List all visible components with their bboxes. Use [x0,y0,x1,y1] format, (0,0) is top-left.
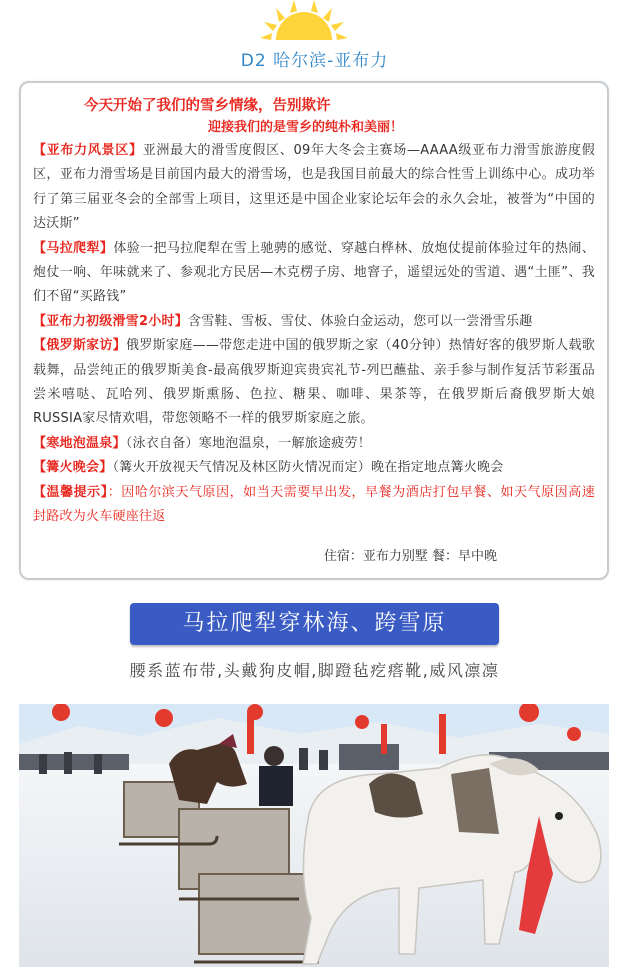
item-tag: 【篝火晚会】 [33,460,113,476]
card-heading-primary: 今天开始了我们的雪乡情缘，告别欺许 [84,98,331,114]
item-text: （泳衣自备）寒地泡温泉，一解旅途疲劳！ [125,435,372,451]
item-tag: 【俄罗斯家访】 [33,338,127,354]
item-tag: 【亚布力风景区】 [33,143,143,158]
section-subtitle: 腰系蓝布带,头戴狗皮帽,脚蹬毡疙瘩靴,威风凛凛 [129,661,500,680]
accommodation-meals: 住宿：亚布力别墅 餐：早中晚 [323,549,497,564]
day-title: D2 哈尔滨-亚布力 [240,51,389,71]
itinerary-item [33,139,595,237]
item-text: 体验一把马拉爬犁在雪上驰骋的感觉、穿越白桦林、放炮仗提前体验过年的热闹、炮仗一响、年味就来了、参观北方民居—木克楞子房、地窨子，遥望远处的雪道、遇“土匪”、我们不留“买路钱” [33,240,595,305]
itinerary-tip [33,481,595,530]
itinerary-item [33,310,595,334]
itinerary-item [33,334,595,432]
itinerary-card [19,81,609,580]
card-heading-secondary: 迎接我们的是雪乡的纯朴和美丽！ [208,120,404,135]
item-tag: 【亚布力初级滑雪2小时】 [33,313,189,329]
item-tag: 【寒地泡温泉】 [33,435,126,451]
item-text: 含雪鞋、雪板、雪仗、体验白金运动，您可以一尝滑雪乐趣 [188,313,533,329]
item-tag: 【温馨提示】 [33,484,108,500]
item-tag: 【马拉爬犁】 [33,240,114,256]
item-text: 俄罗斯家庭——带您走进中国的俄罗斯之家（40分钟）热情好客的俄罗斯人载歌载舞，品尝纯正的俄罗斯美食-最高俄罗斯迎宾贵宾礼节-列巴蘸盐、亲手参与制作复活节彩蛋品尝米嘻哒、瓦哈列、俄罗斯熏肠、色拉、糖果、咖啡、果茶等，在俄罗斯后裔俄罗斯大娘RUSSIA家尽情欢唱，带您领略不一样的俄罗斯家庭之旅。 [33,338,595,427]
itinerary-item [33,456,595,480]
horse-sleigh-photo [19,704,609,967]
item-text: ：因哈尔滨天气原因，如当天需要早出发，早餐为酒店打包早餐、如天气原因高速封路改为火车硬座往返 [33,484,595,525]
section-banner: 马拉爬犁穿林海、跨雪原 [130,603,499,645]
itinerary-item [33,237,595,310]
item-text: （篝火开放视天气情况及林区防火情况而定）晚在指定地点篝火晚会 [112,460,504,476]
sun-icon [254,0,354,44]
itinerary-item [33,432,595,456]
item-text: 亚洲最大的滑雪度假区、09年大冬会主赛场—AAAA级亚布力滑雪旅游度假区，亚布力滑雪场是目前国内最大的滑雪场，也是我国目前最大的综合性雪上训练中心。成功举行了第三届亚冬会的全部雪上项目，这里还是中国企业家论坛年会的永久会址，被誉为“中国的达沃斯” [33,143,595,232]
